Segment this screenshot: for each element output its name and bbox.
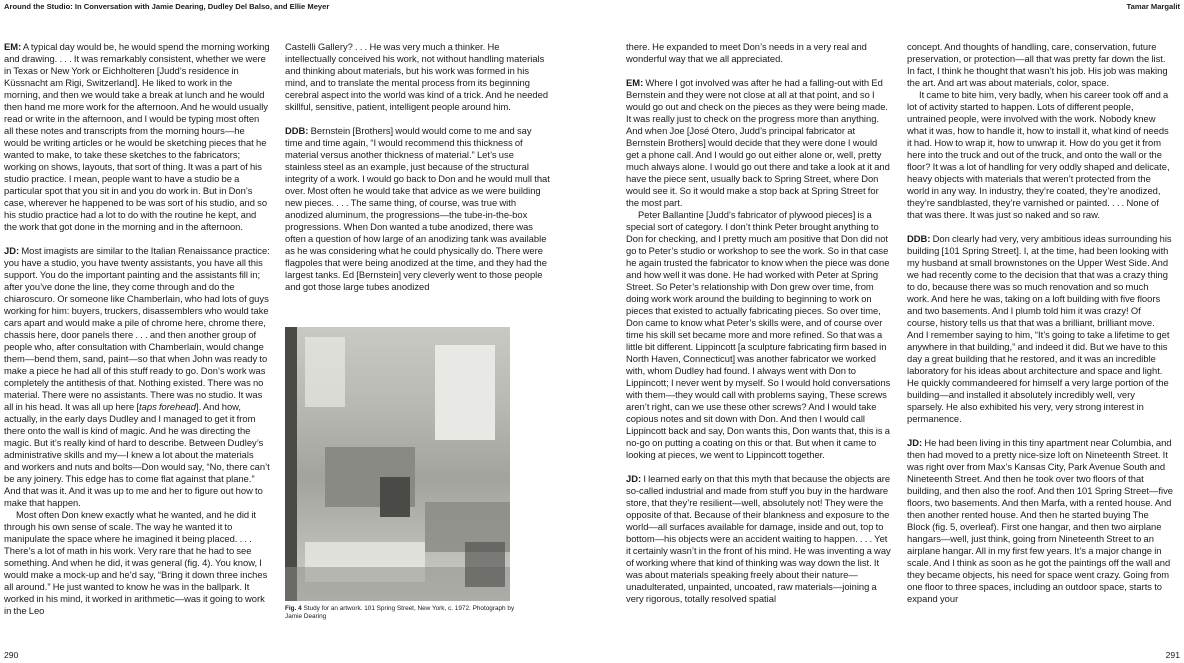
stage-direction: taps forehead (139, 401, 196, 412)
speaker-label: DDB: (907, 233, 931, 244)
figure-caption (285, 605, 517, 621)
paragraph: concept. And thoughts of handling, care, conservation, future preservation, or protection—all that was pretty far down the list. In fact, I think he thought that wasn’t his job. His job was making the art. And art was about materials, color, space. (907, 41, 1168, 88)
paragraph: It came to bite him, very badly, when his career took off and a lot of activity started to happen. Lots of different people, untrained people, were involved with the work. Nobody knew what it was, how to handle it, how to install it, what kind of needs it had. How to wrap it, how to unwrap it. How do you get it from here into the truck and out of the truck, and onto the wall or the floor? It was a lot of handling for very oddly shaped and delicate, heavy objects with materials that weren’t protected from the world in any way. In industry, they’re coated, they’re anodized, they’re sandblasted, they’re varnished or painted. . . . None of that was there. It was just so naked and so raw. (907, 89, 1170, 220)
column-2 (285, 41, 551, 305)
running-head-right: Tamar Margalit (1126, 2, 1180, 11)
paragraph-text: A typical day would be, he would spend the morning working and drawing. . . . It was remarkably consistent, whether we were in Texas or New York or Eichholteren [Judd’s residence in Küssnacht am Rigi, Switzerland]. He liked to work in the morning, and then we would take a break at lunch and he would then hand me more work for the afternoon. And he would usually read or write in the afternoon, and I would be typing most often all these notes and transcripts from the morning hours—he would be writing articles or he would be sketching pieces that he wanted to make, to take these sketches to the fabricators; working on shows, layouts, that sort of thing. It was a part of his studio practice. I mean, people want to have a studio be a particular spot that you sit in and you do work in. But in Don’s case, wherever he happened to be was sort of his studio, and so his studio practice had a lot to do with the routine he kept, and the work that got done in the morning and in the afternoon. (4, 41, 270, 232)
paragraph: there. He expanded to meet Don’s needs in a very real and wonderful way that we all appreciated. (626, 41, 867, 64)
paragraph-text: I learned early on that this myth that because the objects are so-called industrial and made from stuff you buy in the hardware store, that they’re resilient—well, absolutely not! They were the opposite of that. Because of their blankness and exposure to the world—all surfaces available for damage, inside and out, top to bottom—his objects were an accident waiting to happen. . . . Yet it certainly wasn’t in the front of his mind. He was inventing a way of working where that kind of thinking was way down the list. It was about materials speaking freely about their nature—unadulterated, unpainted, uncoated, raw materials—joining a very rigorous, totally resolved spatial (626, 473, 891, 604)
figure-label: Fig. 4 (285, 605, 302, 612)
speaker-label: EM: (626, 77, 644, 88)
paragraph (285, 125, 551, 293)
column-3 (626, 41, 892, 617)
paragraph-text: He had been living in this tiny apartment near Columbia, and then had moved to a pretty nice-size loft on Nineteenth Street. It was right over from Max’s Kansas City, Park Avenue South and Nineteenth Street. And then he took over two floors of that building, and then also the roof. And then 101 Spring Street—five floors, two basements. And then Marfa, with a rented house. And then another rented house. And then he started buying The Block (fig. 5, overleaf). First one hangar, and then two airplane hangars—well, just think, going from Nineteenth Street to an airplane hangar. All in my first few years. It’s a major change in scale. And I think as soon as he got the paintings off the wall and they became objects, his need for space went crazy. Going from one floor to three spaces, including an outdoor space, starts to expand your (907, 437, 1173, 604)
speaker-label: DDB: (285, 125, 309, 136)
paragraph: Peter Ballantine [Judd’s fabricator of plywood pieces] is a special sort of category. I don’t think Peter brought anything to Don for checking, and I pretty much am positive that Don did not go to Peter’s studio or workshop to see the work. So in that case he again trusted the fabricator to know when the piece was done and how well it was done. He had worked with Peter at Spring Street. So Peter’s relationship with Don grew over time, from doing work work around the building to beginning to work on pieces that existed to actually fabricating pieces. So over time, Don came to know what Peter’s skills were, and of course over time his skill set became more and more refined. So that was a little bit different. Lippincott [a sculpture fabricating firm based in North Haven, Connecticut] was another fabricator we worked with, whom Dudley had found. I always went with Don to Lippincott; I never went by myself. So I would hold conversations with them—they would call with problems saying, These screws aren’t right, can we use these other screws? And I would take copious notes and sit down with Don. And then I would call Lippincott back and say, Don wants this, Don wants that, this is a no-go on putting a coating on this or that. But when it came to looking at pieces, we went to Lippincott together. (626, 209, 891, 460)
speaker-label: EM: (4, 41, 22, 52)
speaker-label: JD: (907, 437, 923, 448)
paragraph (4, 41, 270, 233)
running-head-left: Around the Studio: In Conversation with Jamie Dearing, Dudley Del Balso, and Ellie Meyer (4, 2, 330, 11)
paragraph (4, 245, 270, 509)
speaker-label: JD: (626, 473, 642, 484)
speaker-label: JD: (4, 245, 20, 256)
paragraph-text: Bernstein [Brothers] would would come to me and say time and time again, “I would recommend this thickness of material versus another thickness of material.” Let’s use stainless steel as an example, just because of the structural integrity of a work. I would go back to Don and he would mull that over. Most often he would take that advice as we were building new pieces. . . . The same thing, of course, was true with anodized aluminum, the progressions—the tube-in-the-box progressions. When Don wanted a tube anodized, there was often a question of how large of an anodizing tank was available as he was considering what he could physically do. There were flagpoles that were being anodized at the time, and they had the largest tanks. Ed [Bernstein] very cleverly went to those people and got those large tubes anodized (285, 125, 550, 292)
page-number-right: 291 (1165, 650, 1180, 660)
paragraph-text: Don clearly had very, very ambitious ideas surrounding his building [101 Spring Street]. I, at the time, had been looking with my husband at small brownstones on the Upper West Side. And we had recently come to the decision that that was a crazy thing to do, because there was so much renovation and so much work. And here he was, taking on a loft building with five floors and two basements. And I plumb told him it was crazy! Of course, history tells us that that was a brilliant, brilliant move. And I remember saying to him, “It’s going to take a lifetime to get anywhere in that building,” and indeed it did. But we have to this day a great building that he restored, and it was an incredible laboratory for his ideas about architecture and space and light. He quickly commandeered for himself a very large portion of the building—and installed it absolutely incredibly well, very sparsely. He also exhibited his very, very strong interest in permanence. (907, 233, 1172, 424)
paragraph (626, 77, 892, 209)
page-number-left: 290 (4, 650, 19, 660)
column-4 (907, 41, 1173, 617)
paragraph (626, 473, 892, 605)
paragraph-text: Where I got involved was after he had a falling-out with Ed Bernstein and they were not close at all at that point, and so I would go out and check on the pieces as they were being made. It was really just to check on the progress more than anything. And when Joe [José Otero, Judd’s principal fabricator at Bernstein Brothers] would decide that they were done I would get a phone call. And I would go out either alone or, well, pretty much always alone. I would go out there and take a look at it and have the piece sent, usually back to Spring Street, where Don would see it. So it would make a stop back at Spring Street for the most part. (626, 77, 890, 208)
paragraph (907, 233, 1173, 425)
paragraph-text: ]. And how, actually, in the early days Dudley and I managed to get it from there onto the wall is kind of magic. And he was directing the magic. But it’s really kind of hard to describe. Between Dudley’s administrative skills and my—I knew a lot about the materials and workers and nuts and bolts—Don would say, “No, there can’t be any joinery. This edge has to come flat against that plane.” And that was it. And it was up to me and her to figure out how to make that happen. (4, 401, 270, 508)
column-1 (4, 41, 270, 617)
figure-photograph (285, 327, 510, 601)
paragraph (907, 437, 1173, 605)
paragraph: Castelli Gallery? . . . He was very much a thinker. He intellectually conceived his work, not without handling materials and thinking about materials, but his work was formed in his mind, and to translate the mental process from its beginning cerebral aspect into the world was kind of a trick. And he needed skillful, sensitive, patient, intelligent people around him. (285, 41, 549, 112)
caption-text: Study for an artwork. 101 Spring Street, New York, c. 1972. Photograph by Jamie Dearing (285, 605, 515, 620)
paragraph-text: Most imagists are similar to the Italian Renaissance practice: you have a studio, you have twenty assistants, you have all this support. You do the important painting and the assistants fill in; after you’ve done the line, they come through and do the chiaroscuro. Or someone like Chamberlain, who had lots of guys working for him: buyers, truckers, disassemblers who would take cars apart and would make a pile of chrome here, chrome there, chassis here, door panels there . . . and then another group of people who, after consultation with Chamberlain, would change them—bend them, sand, paint—so that when John was ready to make a piece he had all of this stuff ready to go. Don’s work was completely the antithesis of that. Nothing existed. There was no material. There were no assistants. There was no studio. It was all in his head. It was all up here [ (4, 245, 270, 412)
paragraph: Most often Don knew exactly what he wanted, and he did it through his own sense of scale. The way he wanted it to manipulate the space where he imagined it being placed. . . . There’s a lot of math in his work. Very rare that he had to see something. And when he did, it was general (fig. 4). You know, I would make a mock-up and he’d say, “Bring it down three inches all around.” He just wanted to know he was in the ballpark. It worked in his mind, it worked in arithmetic—was it going to work in the Leo (4, 509, 268, 616)
